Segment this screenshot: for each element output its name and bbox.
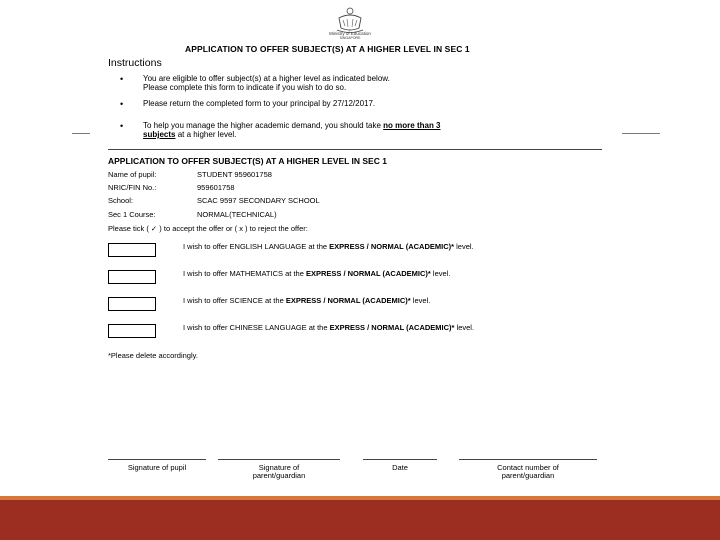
page-title: APPLICATION TO OFFER SUBJECT(S) AT A HIGHER LEVEL IN SEC 1 [185,44,470,54]
offer-text: level. [410,296,431,305]
instruction-item [143,99,563,108]
instruction-item [143,121,563,139]
bullet-icon: • [120,99,124,109]
offer-text: level. [454,323,475,332]
offer-text: I wish to offer MATHEMATICS at the [183,269,306,278]
field-label-course: Sec 1 Course: [108,210,156,219]
signature-label-contact [459,464,597,480]
field-value-name: STUDENT 959601758 [197,170,272,179]
field-label-school: School: [108,196,134,205]
offer-checkbox-english[interactable] [108,243,156,257]
offer-text: I wish to offer ENGLISH LANGUAGE at the [183,242,330,251]
field-value-nric: 959601758 [197,183,235,192]
bullet-icon: • [120,74,124,84]
instruction-text: at a higher level. [175,130,237,139]
section-divider [108,149,602,150]
bullet-icon: • [120,121,124,131]
signature-line-date [363,459,437,460]
offer-level: EXPRESS / NORMAL (ACADEMIC)* [329,323,455,332]
signature-label-line: Signature of pupil [127,463,187,472]
signature-line-parent [218,459,340,460]
offer-level: EXPRESS / NORMAL (ACADEMIC)* [285,296,411,305]
instruction-item [143,74,563,92]
field-label-name: Name of pupil: [108,170,157,179]
offer-checkbox-mathematics[interactable] [108,270,156,284]
offer-text: level. [454,242,474,251]
field-label-nric: NRIC/FIN No.: [108,183,157,192]
document-page [90,0,622,500]
ministry-crest-icon [335,6,365,34]
offer-text: I wish to offer CHINESE LANGUAGE at the [183,323,330,332]
signature-label-line: Date [392,463,408,472]
instruction-line: You are eligible to offer subject(s) at a higher level as indicated below. [143,74,390,83]
instruction-line: Please complete this form to indicate if you wish to do so. [143,83,347,92]
instruction-line [143,130,563,139]
ministry-name-line2: SINGAPORE [339,36,361,40]
tick-instruction: Please tick ( ✓ ) to accept the offer or ( x ) to reject the offer: [108,224,308,233]
instruction-text: To help you manage the higher academic demand, you should take [143,121,384,130]
signature-label-pupil [108,464,206,472]
signature-label-line: parent/guardian [501,471,555,480]
offer-text: I wish to offer SCIENCE at the [183,296,286,305]
field-value-course: NORMAL(TECHNICAL) [197,210,277,219]
bottom-footer-bar [0,500,720,540]
offer-text-science [183,296,430,305]
offer-level: EXPRESS / NORMAL (ACADEMIC)* [305,269,431,278]
form-title: APPLICATION TO OFFER SUBJECT(S) AT A HIGHER LEVEL IN SEC 1 [108,156,387,166]
slide-decor-line-left [72,133,90,134]
instruction-emphasis: no more than 3 [383,121,441,130]
ministry-name-line1: Ministry of Education [329,31,371,36]
offer-level: EXPRESS / NORMAL (ACADEMIC)* [329,242,455,251]
signature-label-parent [218,464,340,480]
offer-text-english [183,242,474,251]
offer-checkbox-science[interactable] [108,297,156,311]
slide-decor-line-right [622,133,660,134]
offer-text-chinese [183,323,474,332]
offer-text-mathematics [183,269,450,278]
instruction-emphasis: subjects [143,130,176,139]
offer-text: level. [430,269,451,278]
ministry-name [270,31,430,41]
signature-label-line: Contact number of [497,463,559,472]
instructions-heading: Instructions [108,57,162,69]
signature-line-contact [459,459,597,460]
field-value-school: SCAC 9597 SECONDARY SCHOOL [197,196,320,205]
instruction-line [143,121,563,130]
signature-label-date [363,464,437,472]
offer-checkbox-chinese[interactable] [108,324,156,338]
footnote: *Please delete accordingly. [108,351,198,360]
instruction-line: Please return the completed form to your principal by 27/12/2017. [143,99,376,108]
signature-label-line: Signature of [258,463,300,472]
signature-line-pupil [108,459,206,460]
signature-label-line: parent/guardian [252,471,306,480]
